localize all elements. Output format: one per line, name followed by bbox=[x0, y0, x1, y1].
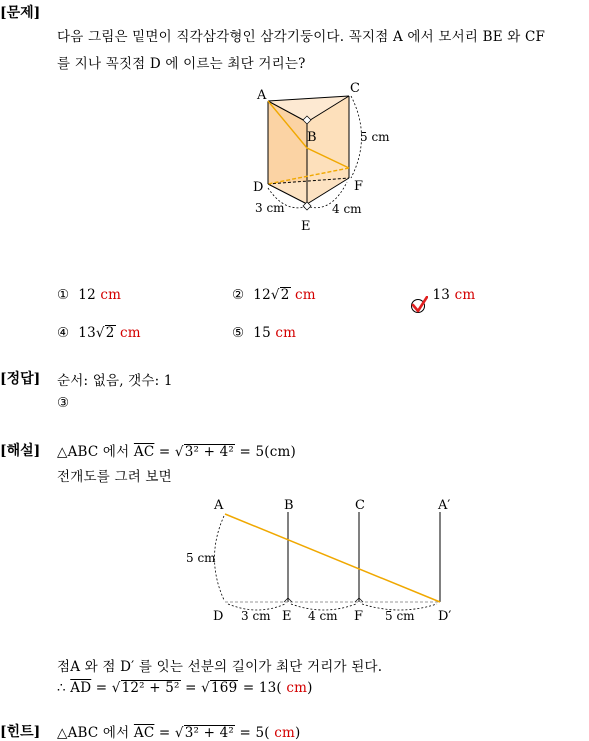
choice-4[interactable]: ④ 13√2 cm bbox=[57, 325, 141, 341]
choice-radicand: 2 bbox=[280, 287, 290, 303]
vertex-label-a: A bbox=[257, 88, 267, 103]
net-label-a-prime: A′ bbox=[438, 498, 451, 513]
vertex-label-d: D bbox=[253, 180, 264, 195]
net-diagram bbox=[180, 492, 470, 630]
choice-number: ① bbox=[57, 287, 70, 303]
explanation-line-2: 전개도를 그려 보면 bbox=[57, 469, 172, 485]
choice-unit: cm bbox=[454, 287, 476, 303]
net-seg-ef-label: 4 cm bbox=[308, 609, 338, 623]
answer-meta: 순서: 없음, 갯수: 1 bbox=[57, 373, 173, 389]
choice-radicand: 2 bbox=[105, 325, 115, 341]
prism-figure bbox=[240, 78, 410, 238]
choice-value: 13 bbox=[78, 325, 96, 341]
choice-number: ⑤ bbox=[232, 325, 245, 341]
choice-unit: cm bbox=[120, 325, 141, 341]
dim-ef-label: 4 cm bbox=[332, 202, 362, 216]
choice-unit: cm bbox=[100, 287, 122, 303]
answer-tag: [정답] bbox=[0, 371, 41, 387]
choice-number: ② bbox=[232, 287, 245, 303]
hint-tag: [힌트] bbox=[0, 724, 41, 740]
problem-line-1: 다음 그림은 밑면이 직각삼각형인 삼각기둥이다. 꼭지점 A 에서 모서리 BE 와 CF bbox=[57, 29, 546, 45]
net-height-label: 5 cm bbox=[186, 551, 216, 565]
choice-unit: cm bbox=[275, 325, 297, 341]
choice-number: ④ bbox=[57, 325, 70, 341]
net-label-a: A bbox=[214, 498, 224, 513]
vertex-label-b: B bbox=[307, 130, 317, 145]
dim-de-label: 3 cm bbox=[255, 201, 285, 215]
problem-line-2: 를 지나 꼭짓점 D 에 이르는 최단 거리는? bbox=[57, 56, 306, 72]
choice-value: 15 bbox=[253, 325, 271, 341]
choice-5[interactable] bbox=[232, 325, 296, 341]
choice-unit: cm bbox=[295, 287, 316, 303]
choice-value: 12 bbox=[253, 287, 271, 303]
vertex-label-f: F bbox=[354, 179, 364, 194]
choice-value: 13 bbox=[432, 287, 451, 303]
net-label-d: D bbox=[213, 609, 224, 624]
net-seg-fd-label: 5 cm bbox=[385, 609, 415, 623]
explanation-tag: [해설] bbox=[0, 443, 41, 459]
choice-1[interactable] bbox=[57, 287, 121, 303]
problem-tag: [문제] bbox=[0, 5, 41, 21]
explanation-equation-2: ∴ $\overline{AD} = √12^2 + 5^2 = √169 = 13$( cm) bbox=[57, 680, 313, 696]
net-label-e: E bbox=[282, 609, 292, 624]
explanation-line-3: 점A 와 점 D′ 를 잇는 선분의 길이가 최단 거리가 된다. bbox=[57, 659, 383, 675]
choice-2[interactable]: ② 12√2 cm bbox=[232, 287, 316, 303]
choice-value: 12 bbox=[78, 287, 96, 303]
net-label-f: F bbox=[354, 609, 364, 624]
net-label-b: B bbox=[284, 498, 294, 513]
answer-value: ③ bbox=[57, 395, 70, 411]
vertex-label-c: C bbox=[350, 81, 360, 96]
vertex-label-e: E bbox=[301, 219, 311, 234]
explanation-equation-1: △ABC 에서 $\overline{AC} = √3^2 + 4^2 = 5(cm)$ bbox=[57, 444, 296, 460]
net-seg-de-label: 3 cm bbox=[241, 609, 271, 623]
net-label-d-prime: D′ bbox=[438, 609, 452, 624]
net-label-c: C bbox=[355, 498, 365, 513]
hint-equation: △ABC 에서 $\overline{AC} = √3^2 + 4^2 = 5$( cm) bbox=[57, 725, 301, 741]
choice-3[interactable] bbox=[412, 287, 475, 303]
dim-height-label: 5 cm bbox=[360, 130, 390, 144]
